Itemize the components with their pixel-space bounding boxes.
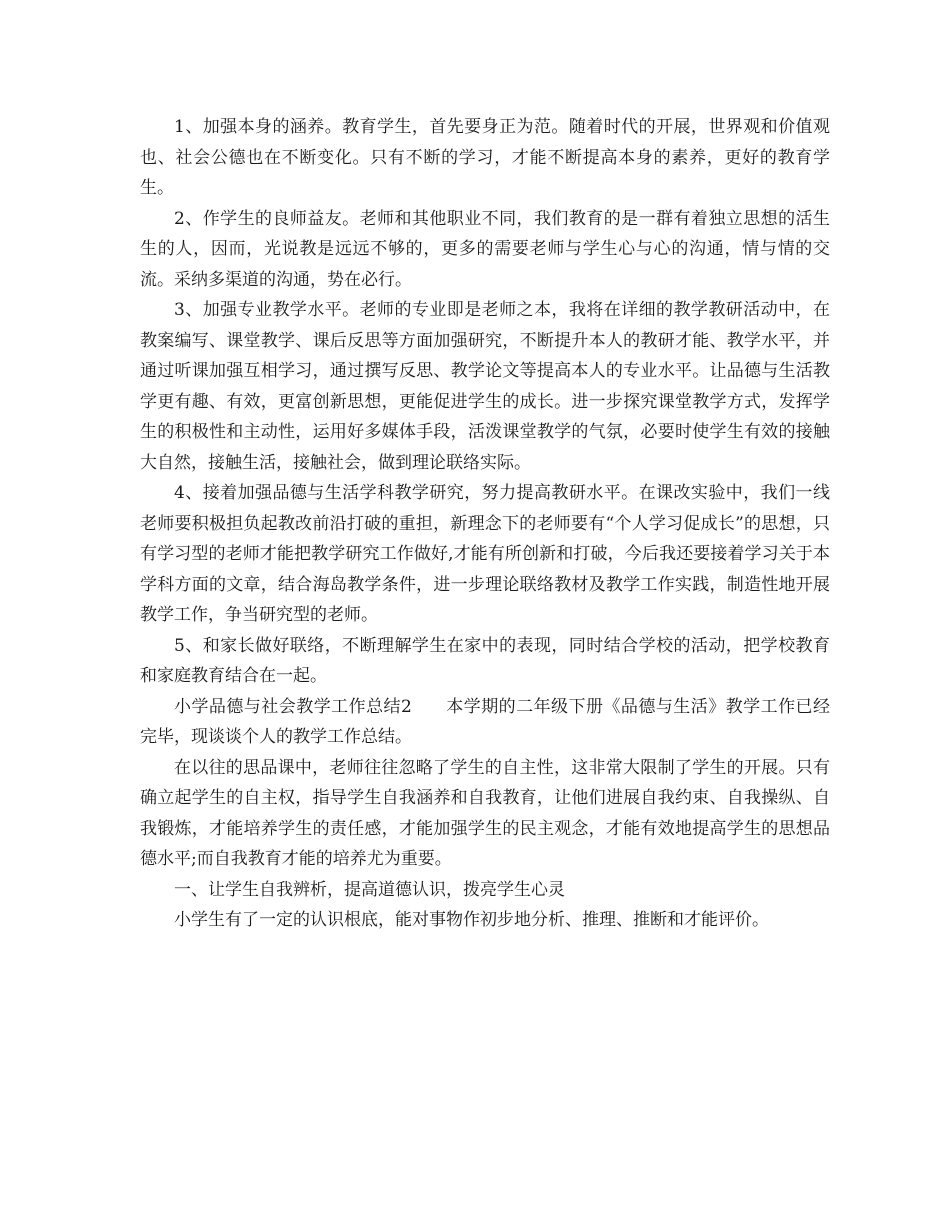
paragraph-4: 4、接着加强品德与生活学科教学研究，努力提高教研水平。在课改实验中，我们一线老师要积极担负起教改前沿打破的重担，新理念下的老师要有“个人学习促成长”的思想，只有学习型的老师才能把教学研究工作做好,才能有所创新和打破，今后我还要接着学习关于本学科方面的文章，结合海岛教学条件，进一步理论联络教材及教学工作实践，制造性地开展教学工作，争当研究型的老师。 xyxy=(140,483,830,625)
section-paragraph xyxy=(140,692,830,753)
document-page xyxy=(140,112,830,936)
paragraph-5: 5、和家长做好联络，不断理解学生在家中的表现，同时结合学校的活动，把学校教育和家庭教育结合在一起。 xyxy=(140,635,830,686)
section-title: 小学品德与社会教学工作总结2 xyxy=(174,696,412,717)
paragraph-6: 在以往的思品课中，老师往往忽略了学生的自主性，这非常大限制了学生的开展。只有确立起学生的自主权，指导学生自我涵养和自我教育，让他们进展自我约束、自我操纵、自我锻炼，才能培养学生的责任感，才能加强学生的民主观念，才能有效地提高学生的思想品德水平;而自我教育才能的培养尤为重要。 xyxy=(140,757,830,869)
paragraph-1: 1、加强本身的涵养。教育学生，首先要身正为范。随着时代的开展，世界观和价值观也、社会公德也在不断变化。只有不断的学习，才能不断提高本身的素养，更好的教育学生。 xyxy=(140,117,830,198)
section-intro: 本学期的二年级下册《品德与生活》教学工作已经完毕，现谈谈个人的教学工作总结。 xyxy=(140,696,830,747)
paragraph-3: 3、加强专业教学水平。老师的专业即是老师之本，我将在详细的教学教研活动中，在教案编写、课堂教学、课后反思等方面加强研究，不断提升本人的教研才能、教学水平，并通过听课加强互相学习，通过撰写反思、教学论文等提高本人的专业水平。让品德与生活教学更有趣、有效，更富创新思想，更能促进学生的成长。进一步探究课堂教学方式，发挥学生的积极性和主动性，运用好多媒体手段，活泼课堂教学的气氛，必要时使学生有效的接触大自然，接触生活，接触社会，做到理论联络实际。 xyxy=(140,300,830,473)
heading-1: 一、让学生自我辨析，提高道德认识，拨亮学生心灵 xyxy=(174,879,565,900)
paragraph-7: 小学生有了一定的认识根底，能对事物作初步地分析、推理、推断和才能评价。 xyxy=(174,910,769,930)
paragraph-2: 2、作学生的良师益友。老师和其他职业不同，我们教育的是一群有着独立思想的活生生的人，因而，光说教是远远不够的，更多的需要老师与学生心与心的沟通，情与情的交流。采纳多渠道的沟通，势在必行。 xyxy=(140,208,830,290)
